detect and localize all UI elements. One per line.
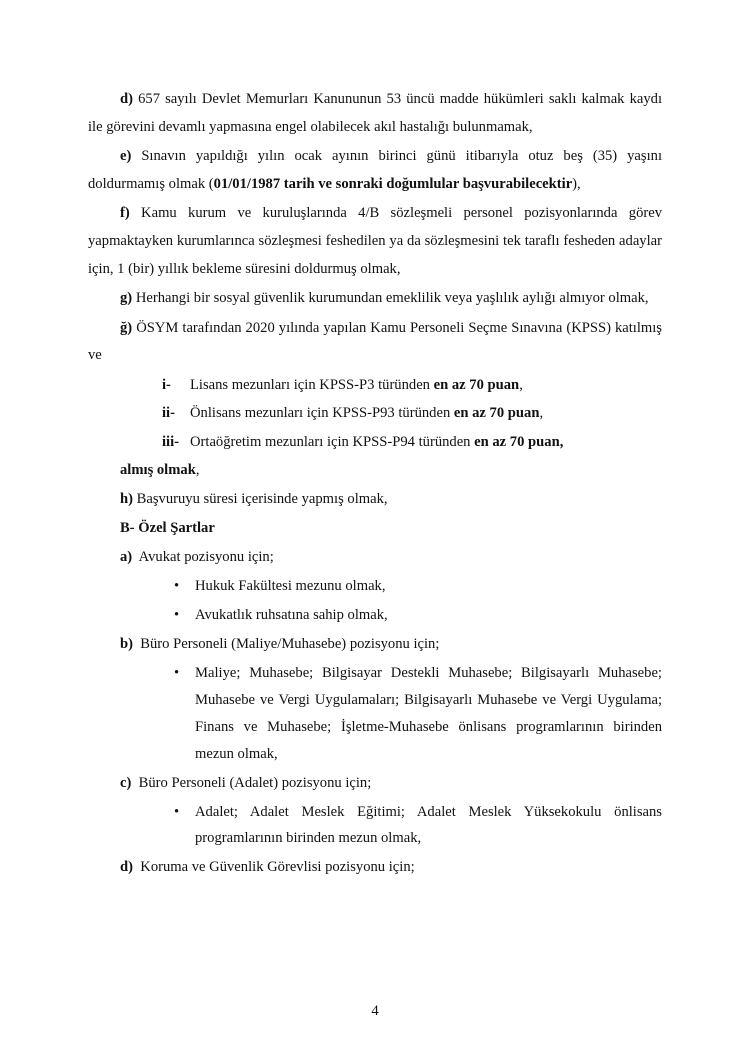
paragraph-h: h) Başvuruyu süresi içerisinde yapmış olmak, xyxy=(120,491,388,508)
list-item: • Hukuk Fakültesi mezunu olmak, xyxy=(88,573,662,602)
special-d: d) Koruma ve Güvenlik Görevlisi pozisyonu için; xyxy=(120,859,415,876)
document-body xyxy=(88,86,662,883)
paragraph-f: f) Kamu kurum ve kuruluşlarında 4/B sözleşmeli personel pozisyonlarında görev yapmaktayken kurumlarınca sözleşmesi feshedilen ya da sözleşmesini tek taraflı fesheden adaylar için, 1 (bir) yıllık bekleme süresini doldurmuş olmak, xyxy=(88,205,662,277)
paragraph-g: g) Herhangi bir sosyal güvenlik kurumundan emeklilik veya yaşlılık aylığı almıyor olmak, xyxy=(120,290,649,307)
kpss-item: i- Lisans mezunları için KPSS-P3 türünden en az 70 puan, xyxy=(162,376,523,393)
special-a: a) Avukat pozisyonu için; xyxy=(120,549,274,566)
special-b: b) Büro Personeli (Maliye/Muhasebe) pozisyonu için; xyxy=(120,636,440,653)
bullet-icon: • xyxy=(174,607,180,624)
almis-olmak: almış olmak, xyxy=(120,462,200,479)
bullet-icon: • xyxy=(174,578,180,595)
paragraph-d: d) 657 sayılı Devlet Memurları Kanununun 53 üncü madde hükümleri saklı kalmak kaydı ile görevini devamlı yapmasına engel olabilecek akıl hastalığı bulunmamak, xyxy=(88,91,662,135)
paragraph-e: e) Sınavın yapıldığı yılın ocak ayının birinci günü itibarıyla otuz beş (35) yaşını doldurmamış olmak (01/01/1987 tarih ve sonraki doğumlular başvurabilecektir), xyxy=(88,148,662,192)
list-item: • Avukatlık ruhsatına sahip olmak, xyxy=(88,602,662,631)
bullet-icon: • xyxy=(174,665,180,682)
list-item: • Maliye; Muhasebe; Bilgisayar Destekli Muhasebe; Bilgisayarlı Muhasebe; Muhasebe ve Vergi Uygulamaları; Bilgisayarlı Muhasebe ve Vergi Uygulama; Finans ve Muhasebe; İşletme-Muhasebe önlisans programlarının birinden mezun olmak, xyxy=(88,660,662,767)
page-number: 4 xyxy=(371,1003,379,1019)
special-c: c) Büro Personeli (Adalet) pozisyonu için; xyxy=(120,774,372,791)
kpss-item: iii- Ortaöğretim mezunları için KPSS-P94 türünden en az 70 puan, xyxy=(162,433,564,450)
section-heading: B- Özel Şartlar xyxy=(120,520,215,537)
list-item: • Adalet; Adalet Meslek Eğitimi; Adalet Meslek Yüksekokulu önlisans programlarının birinden mezun olmak, xyxy=(88,799,662,853)
bullet-icon: • xyxy=(174,803,180,820)
kpss-item: ii- Önlisans mezunları için KPSS-P93 türünden en az 70 puan, xyxy=(162,405,544,422)
paragraph-g-breve: ğ) ÖSYM tarafından 2020 yılında yapılan Kamu Personeli Seçme Sınavına (KPSS) katılmış ve xyxy=(88,319,662,364)
